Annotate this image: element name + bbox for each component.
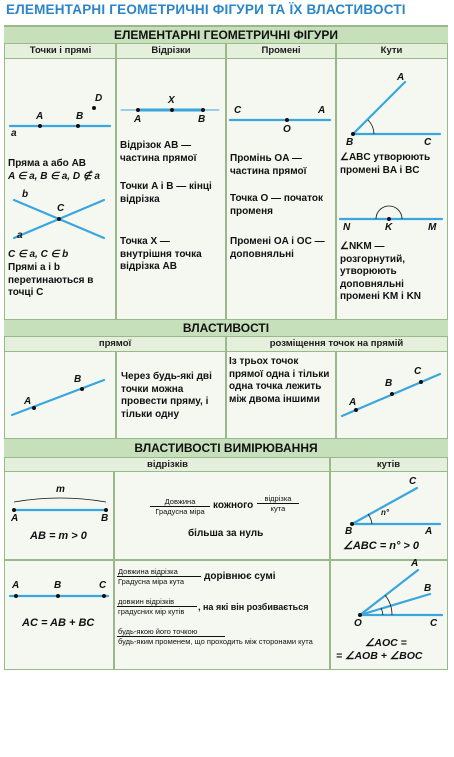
seg-label-b: B xyxy=(198,114,206,125)
seg-label-x: X xyxy=(168,95,175,106)
meas-point-a xyxy=(12,508,16,512)
page-title: ЕЛЕМЕНТАРНІ ГЕОМЕТРИЧНІ ФІГУРИ ТА ЇХ ВЛАСТИВОСТІ xyxy=(6,2,406,17)
angle-ray-ba xyxy=(353,82,405,134)
aoc-eq-2: = ∠AOB + ∠BOC xyxy=(336,650,423,662)
label-c: C xyxy=(57,203,65,214)
seg-point-a xyxy=(136,108,140,112)
place-point-c xyxy=(419,380,423,384)
angle-label-n: N xyxy=(343,222,351,233)
place-point-a xyxy=(354,408,358,412)
col-segments-header: Відрізки xyxy=(116,44,226,59)
angle-measure-eq: ∠ABC = n° > 0 xyxy=(343,540,420,552)
point-c-cross xyxy=(57,217,61,221)
seg-fraction2-num: відрізка xyxy=(257,494,299,504)
meas-label-a: A xyxy=(11,513,19,524)
section-properties-header: ВЛАСТИВОСТІ xyxy=(4,319,448,337)
sum-angle-label-o: O xyxy=(354,618,362,629)
seg-point-x xyxy=(170,108,174,112)
sum-angle-label-b: B xyxy=(424,583,432,594)
seg-label-a: A xyxy=(134,114,142,125)
sum-fraction2-num: довжин відрізків xyxy=(117,597,197,607)
seg-point-b xyxy=(201,108,205,112)
sum-equals-text: дорівнює сумі xyxy=(204,571,276,582)
points-membership: A ∈ a, B ∈ a, D ∉ a xyxy=(8,171,100,182)
prop-point-a xyxy=(32,406,36,410)
sum-angle-label-c: C xyxy=(430,618,438,629)
measure-angle-arc xyxy=(368,514,372,524)
meas-point-b xyxy=(104,508,108,512)
prop-label-a: A xyxy=(24,396,32,407)
label-a: A xyxy=(36,111,44,122)
segments-part-text: Відрізок AB — частина прямої xyxy=(120,140,197,164)
ray-point-o xyxy=(285,118,289,122)
sum-fraction1-den: Градусна міра кута xyxy=(118,577,185,586)
meas-label-m: m xyxy=(56,484,65,495)
rays-origin-text: Точка O — початок променя xyxy=(230,193,323,217)
meas-angle-label-a: A xyxy=(425,526,433,537)
sum-point-c xyxy=(102,594,106,598)
angle-arc xyxy=(368,120,374,134)
label-b: B xyxy=(76,111,84,122)
points-line-text: Пряма a або AB xyxy=(8,158,87,169)
meas-angle-n: n° xyxy=(381,508,390,517)
measure-brace xyxy=(14,498,106,502)
sum-label-b: B xyxy=(54,580,62,591)
place-point-b xyxy=(390,392,394,396)
place-label-c: C xyxy=(414,366,422,377)
sum-label-c: C xyxy=(99,580,107,591)
sum-angle-label-a: A xyxy=(411,558,419,569)
angle-label-m: M xyxy=(428,222,437,233)
angle-label-c: C xyxy=(424,137,432,148)
point-a xyxy=(38,124,42,128)
points-cross-text: Прямі a і b перетинаються в точці C xyxy=(8,262,94,298)
seg-fraction-den: Градусна міра xyxy=(155,507,205,516)
measure-angle-ray-1 xyxy=(352,488,417,524)
ray-label-o: O xyxy=(283,124,291,135)
rays-part-text: Промінь OA — частина прямої xyxy=(230,153,307,177)
sum-fraction2-den: градусних мір кутів xyxy=(118,607,185,616)
meas-angle-label-b: B xyxy=(345,526,353,537)
sum-angle-ray-ob xyxy=(360,594,430,615)
aoc-eq-1: ∠AOC = xyxy=(365,637,407,649)
meas-angle-label-c: C xyxy=(409,476,417,487)
label-line-a: a xyxy=(11,128,17,139)
seg-measure-eq: AB = m > 0 xyxy=(30,530,87,542)
sum-split-text: , на які він розбивається xyxy=(198,602,309,612)
col-points-header: Точки і прямі xyxy=(5,44,116,59)
sum-angle-ray-oa xyxy=(360,570,418,615)
col-ang-meas-header: кутів xyxy=(330,458,447,472)
rays-complement-text: Промені OA і OC — доповняльні xyxy=(230,236,325,260)
point-d xyxy=(92,106,96,110)
sum-fraction3-num: будь-якою його точкою xyxy=(117,627,225,637)
angle-nkm-text: ∠NKM — розгорнутий, утворюють доповняльні промені KM і KN xyxy=(340,241,422,302)
meas-label-b: B xyxy=(101,513,109,524)
angle-point-b xyxy=(351,132,355,136)
seg-positive-text: більша за нуль xyxy=(188,528,264,539)
label-line-a2: a xyxy=(17,230,23,241)
sum-point-a xyxy=(14,594,18,598)
segments-inner-text: Точка X — внутрішня точка відрізка AB xyxy=(120,236,202,272)
col-rays-header: Промені xyxy=(226,44,336,59)
prop-point-b xyxy=(80,387,84,391)
place-label-a: A xyxy=(349,397,357,408)
sum-eq: AC = AB + BC xyxy=(22,617,95,629)
prop-label-b: B xyxy=(74,374,82,385)
col-placement-header: розміщення точок на прямій xyxy=(226,337,447,352)
place-label-b: B xyxy=(385,378,393,389)
sum-point-b xyxy=(56,594,60,598)
angle-label-b: B xyxy=(346,137,354,148)
seg-fraction-num: Довжина xyxy=(150,497,210,507)
points-cross-membership: C ∈ a, C ∈ b xyxy=(8,249,69,260)
ray-label-c: C xyxy=(234,105,242,116)
label-d: D xyxy=(95,93,103,104)
angle-point-k xyxy=(387,217,391,221)
section-measurement-header: ВЛАСТИВОСТІ ВИМІРЮВАННЯ xyxy=(4,438,448,458)
col-seg-meas-header: відрізків xyxy=(5,458,330,472)
angle-abc-text: ∠ABC утворюють промені BA і BC xyxy=(340,152,431,176)
segments-ends-text: Точки A і B — кінці відрізка xyxy=(120,181,212,205)
angle-label-a: A xyxy=(397,72,405,83)
label-line-b: b xyxy=(22,189,29,200)
sum-label-a: A xyxy=(12,580,20,591)
sum-fraction1-num: Довжина відрізка xyxy=(117,567,201,577)
section-figures-header: ЕЛЕМЕНТАРНІ ГЕОМЕТРИЧНІ ФІГУРИ xyxy=(4,26,448,44)
angle-label-k: K xyxy=(385,222,393,233)
seg-each-text: кожного xyxy=(213,500,254,511)
placement-axiom-text: Із трьох точок прямої одна і тільки одна точка лежить між двома іншими xyxy=(229,356,330,405)
col-line-header: прямої xyxy=(5,337,225,352)
point-b xyxy=(76,124,80,128)
seg-fraction2-den: кута xyxy=(270,504,286,513)
sum-fraction3-den: будь-яким променем, що проходить між сторонами кута xyxy=(118,637,313,646)
ray-label-a: A xyxy=(318,105,326,116)
sum-angle-point-o xyxy=(358,613,362,617)
line-axiom-text: Через будь-які дві точки можна провести пряму, і тільки одну xyxy=(121,371,212,420)
col-angles-header: Кути xyxy=(336,44,447,59)
